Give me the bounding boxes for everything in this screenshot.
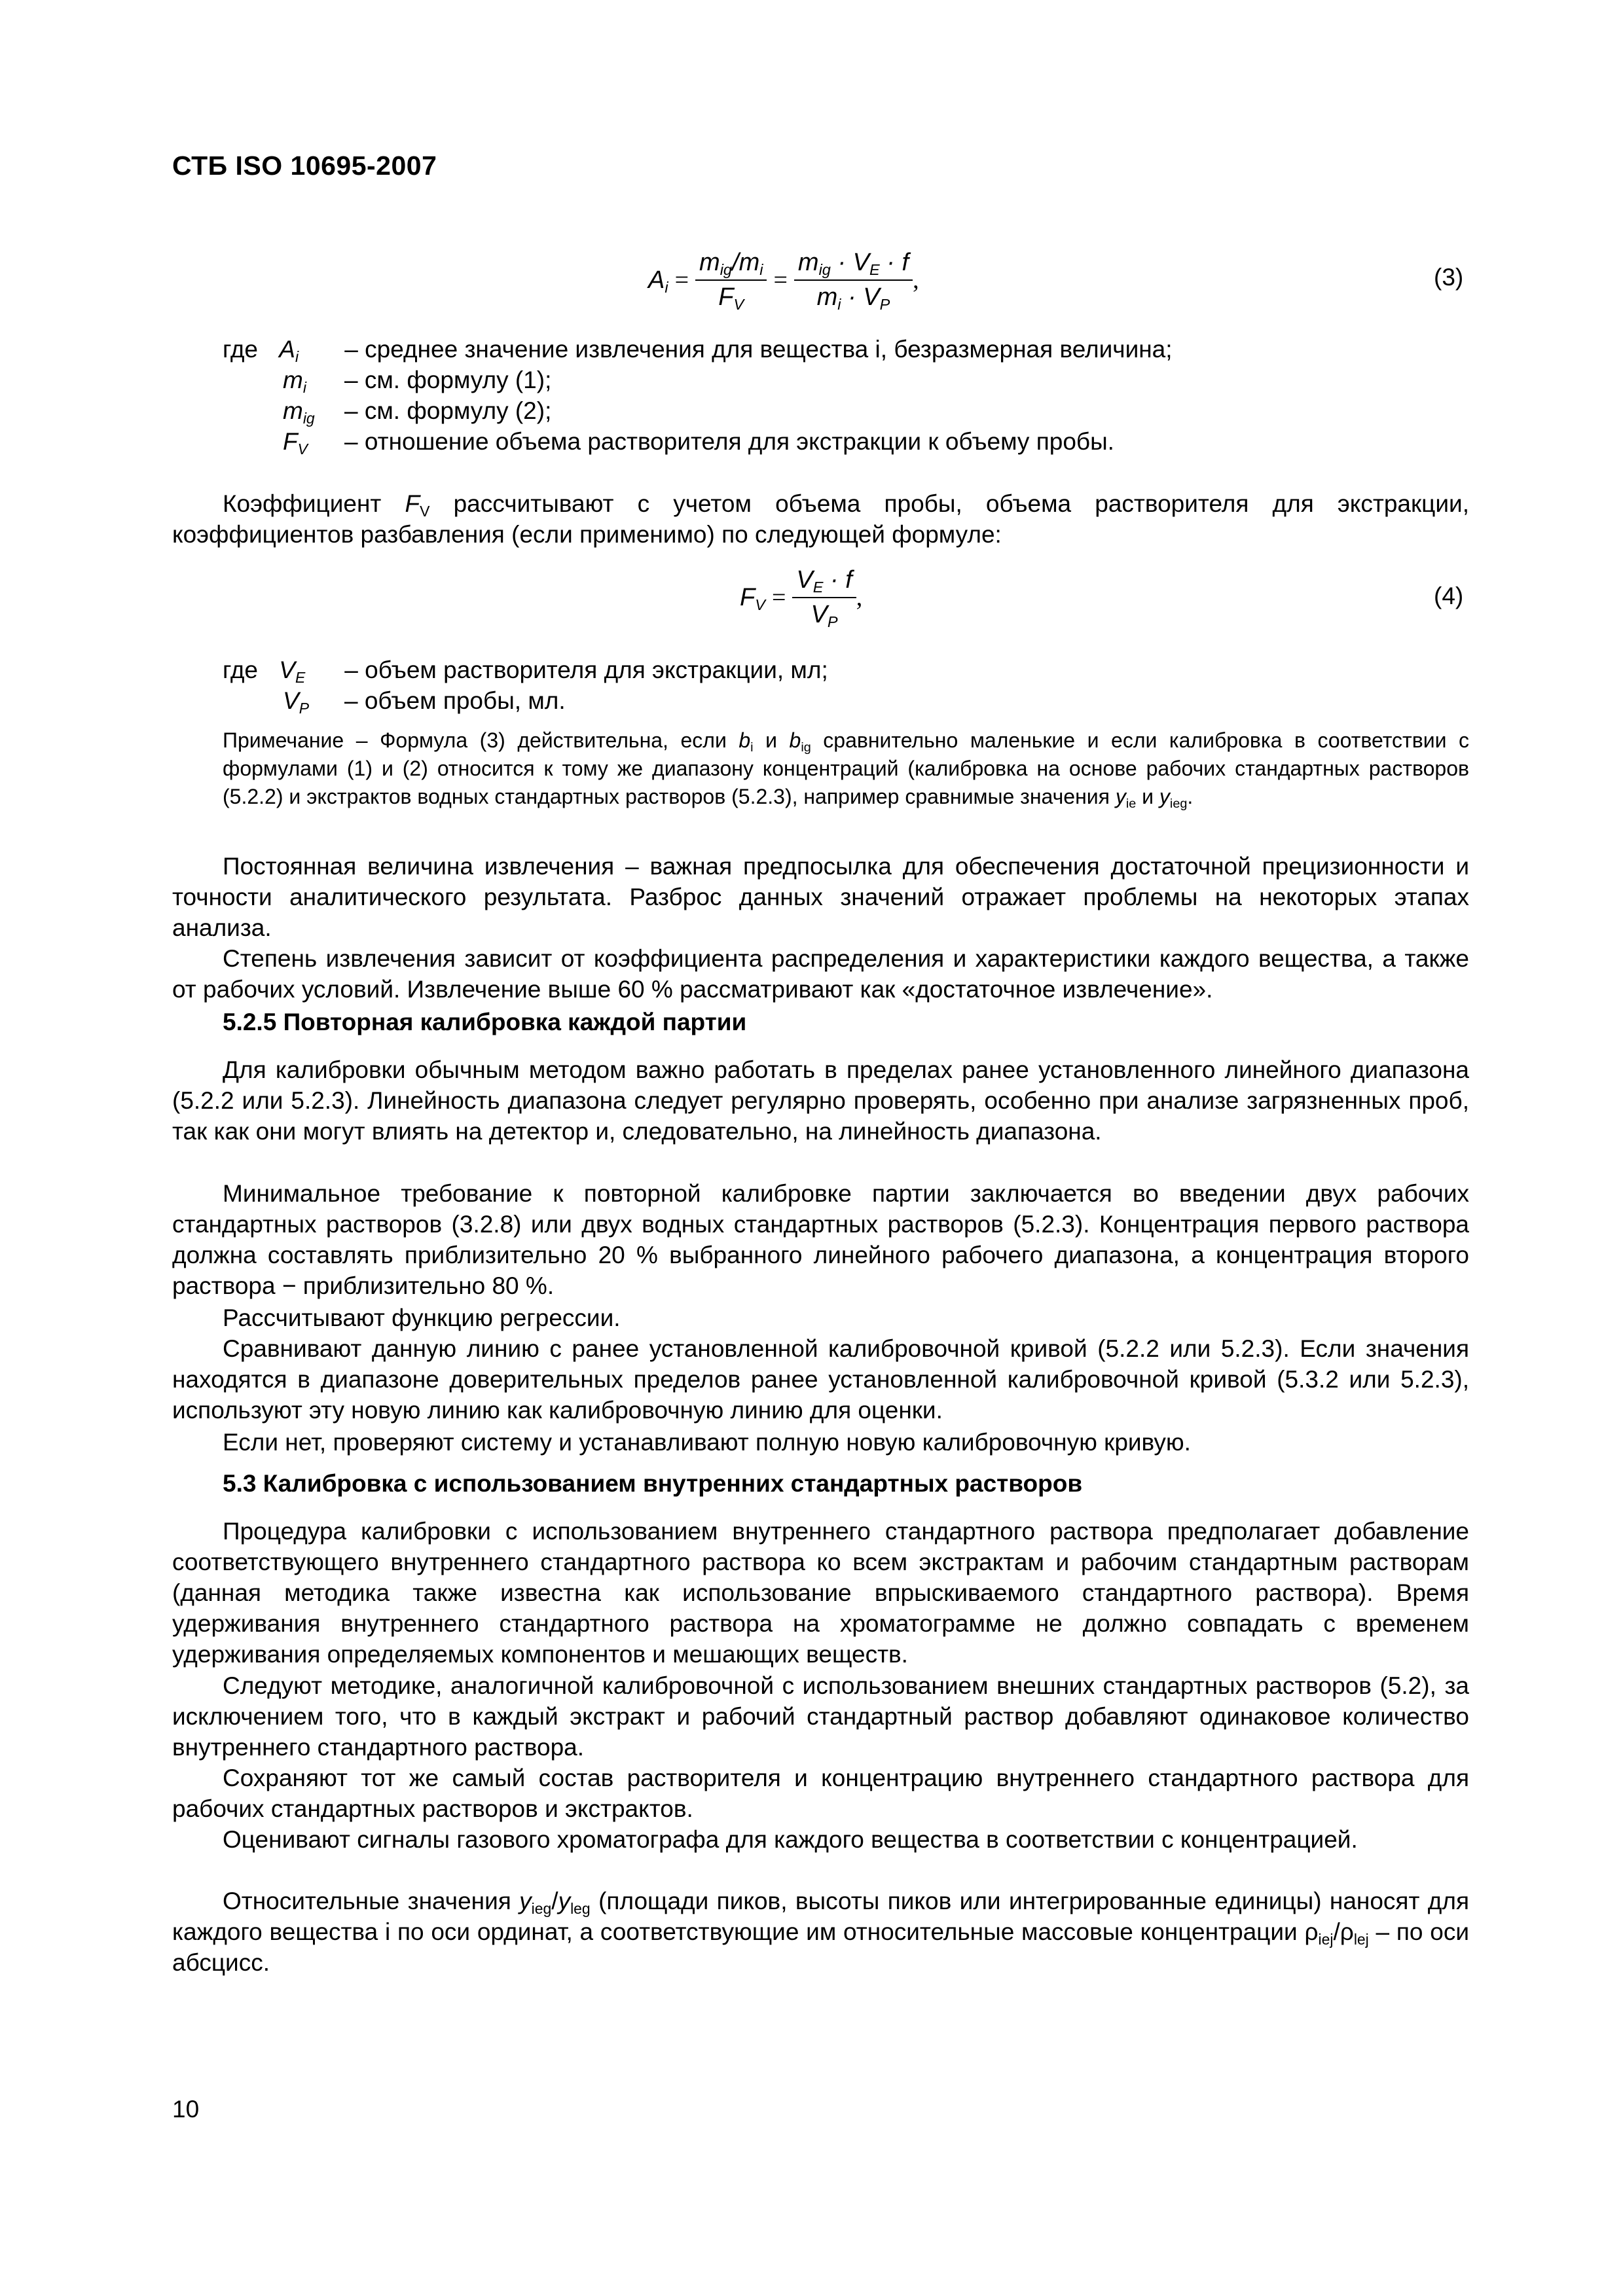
- paragraph-compare-line: Сравнивают данную линию с ранее установленной калибровочной кривой (5.2.2 или 5.2.3). Если значения находятся в диапазоне доверительных пределов ранее установленной калибровочной кривой (5.3.2 или 5.2.3), используют эту новую линию как калибровочную линию для оценки.: [172, 1335, 1469, 1424]
- paragraph-linear-range: Для калибровки обычным методом важно работать в пределах ранее установленного линейного диапазона (5.2.2 или 5.2.3). Линейность диапазона следует регулярно проверять, особенно при анализе загрязненных проб, так как они могут влиять на детектор и, следовательно, на линейность диапазона.: [172, 1056, 1469, 1145]
- equation-4-number: (4): [1434, 583, 1464, 609]
- paragraph-regression: Рассчитывают функцию регрессии.: [223, 1304, 621, 1331]
- where-2-row-2: $V_P$ – объем пробы, мл.: [283, 687, 566, 717]
- equation-4: $F_V$ = $\frac{V_E \cdot f}{V_P}$ ,: [740, 566, 863, 631]
- paragraph-fv-coefficient: Коэффициент $F_V$ рассчитывают с учетом объема пробы, объема растворителя для экстракции, коэффициентов разбавления (если применимо) по следующей формуле:: [172, 490, 1469, 548]
- where-1-row-2: $m_i$ – см. формулу (1);: [283, 367, 552, 396]
- where-1-row-1: где $A_i$ – среднее значение извлечения для вещества i, безразмерная величина;: [223, 336, 1173, 365]
- paragraph-evaluate-signals: Оценивают сигналы газового хроматографа для каждого вещества в соответствии с концентрацией.: [223, 1826, 1358, 1853]
- paragraph-recovery-constant: Постоянная величина извлечения – важная предпосылка для обеспечения достаточной прецизионности и точности аналитического результата. Разброс данных значений отражает проблемы на некоторых этапах анализа.: [172, 853, 1469, 941]
- where-1-row-3: $m_{ig}$ – см. формулу (2);: [283, 397, 552, 427]
- where-1-row-4: $F_V$ – отношение объема растворителя для экстракции к объему пробы.: [283, 428, 1114, 457]
- paragraph-internal-standard: Процедура калибровки с использованием внутреннего стандартного раствора предполагает добавление соответствующего внутреннего стандартного раствора ко всем экстрактам и рабочим стандартным растворам (данная методика также известна как использование впрыскиваемого стандартного раствора). Время удерживания внутреннего стандартного раствора на хроматограмме не должно совпадать с временем удерживания определяемых компонентов и мешающих веществ.: [172, 1518, 1469, 1668]
- paragraph-recovery-degree: Степень извлечения зависит от коэффициента распределения и характеристики каждого вещества, а также от рабочих условий. Извлечение выше 60 % рассматривают как «достаточное извлечение».: [172, 945, 1469, 1003]
- paragraph-follow-method: Следуют методике, аналогичной калибровочной с использованием внешних стандартных растворов (5.2), за исключением того, что в каждый экстракт и рабочий стандартный раствор добавляют одинаковое количество внутреннего стандартного раствора.: [172, 1672, 1469, 1761]
- equation-3: $A_i$ = $\frac{m_{ig}/m_i}{F_V}$ = $\frac{m_{ig} \cdot V_E \cdot f}{m_i \cdot V_P}$ ,: [648, 249, 919, 314]
- section-heading-5-2-5: 5.2.5 Повторная калибровка каждой партии: [223, 1009, 747, 1035]
- eq3-fraction-2: $\frac{m_{ig} \cdot V_E \cdot f}{m_i \cdot V_P}$: [794, 249, 913, 312]
- eq3-fraction-1: $\frac{m_{ig}/m_i}{F_V}$: [695, 249, 767, 312]
- equation-3-number: (3): [1434, 264, 1464, 291]
- paragraph-relative-values: Относительные значения $y_{ieg}/y_{leg}$ (площади пиков, высоты пиков или интегрированные единицы) наносят для каждого вещества i по оси ординат, а соответствующие им относительные массовые концентрации $\rho_{iej}/\rho_{lej}$ – по оси абсцисс.: [172, 1888, 1470, 1976]
- document-code-header: СТБ ISO 10695-2007: [172, 151, 437, 181]
- paragraph-keep-solvent: Сохраняют тот же самый состав растворителя и концентрацию внутреннего стандартного раствора для рабочих стандартных растворов и экстрактов.: [172, 1765, 1469, 1822]
- where-2-row-1: где $V_E$ – объем растворителя для экстракции, мл;: [223, 656, 828, 686]
- section-heading-5-3: 5.3 Калибровка с использованием внутренних стандартных растворов: [223, 1470, 1083, 1497]
- eq4-fraction: $\frac{V_E \cdot f}{V_P}$: [792, 566, 856, 629]
- note-formula-validity: Примечание – Формула (3) действительна, если $b_i$ и $b_{ig}$ сравнительно маленькие и если калибровка в соответствии с формулами (1) и (2) относится к тому же диапазону концентраций (калибровка на основе рабочих стандартных растворов (5.2.2) и экстрактов водных стандартных растворов (5.2.3), например сравнимые значения $y_{ie}$ и $y_{ieg}$.: [223, 728, 1469, 811]
- paragraph-min-requirement: Минимальное требование к повторной калибровке партии заключается во введении двух рабочих стандартных растворов (3.2.8) или двух водных стандартных растворов (5.2.3). Концентрация первого раствора должна составлять приблизительно 20 % выбранного линейного рабочего диапазона, а концентрация второго раствора − приблизительно 80 %.: [172, 1180, 1469, 1299]
- eq4-lhs: $F_V$: [740, 583, 765, 613]
- page-number: 10: [172, 2096, 200, 2123]
- eq3-lhs: $A_i$: [648, 266, 668, 296]
- paragraph-if-not: Если нет, проверяют систему и устанавливают полную новую калибровочную кривую.: [223, 1429, 1191, 1456]
